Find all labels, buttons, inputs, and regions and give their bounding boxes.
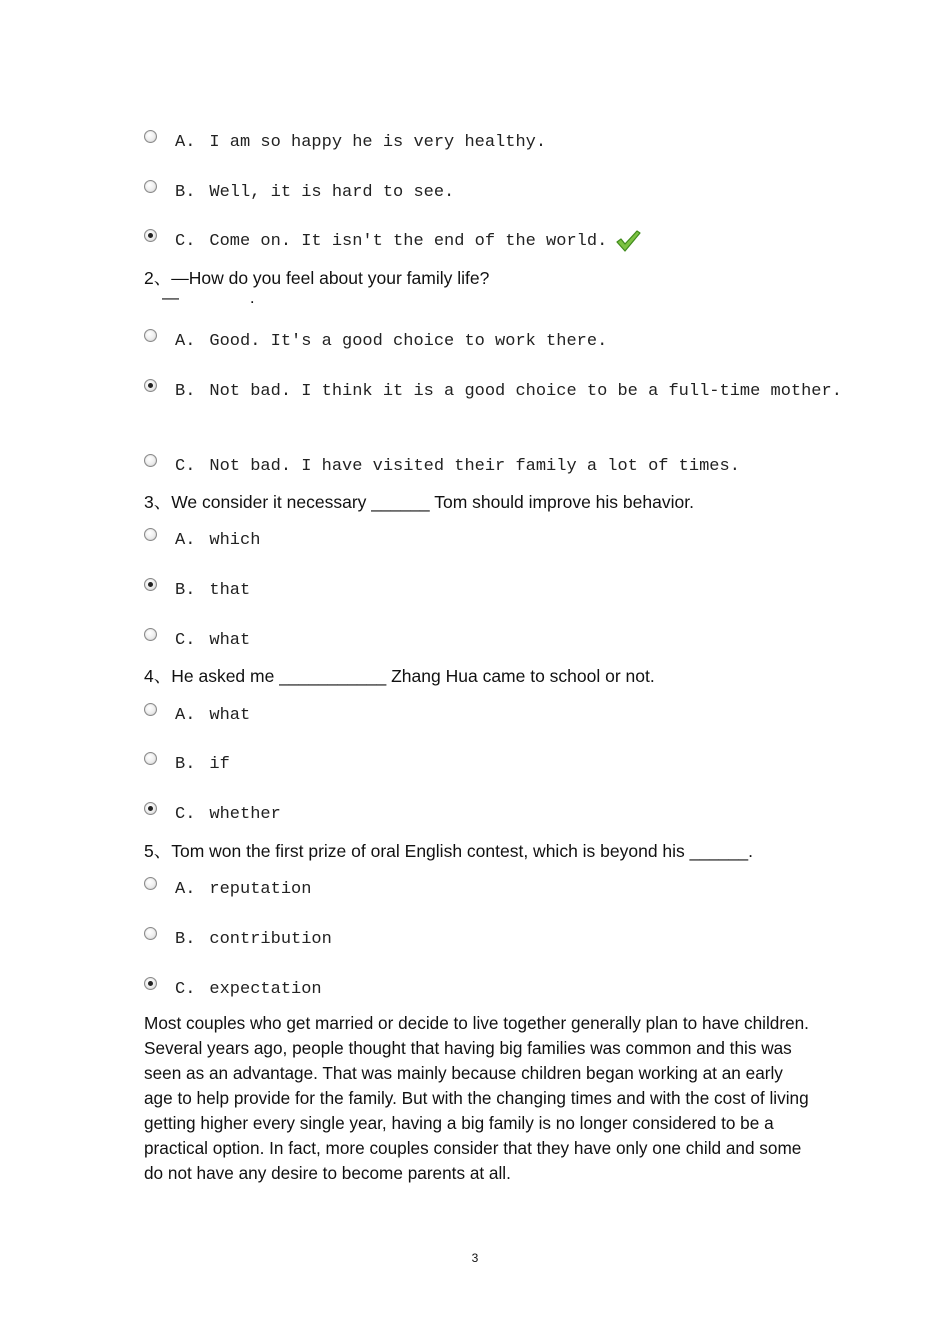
option-letter: B. <box>175 754 196 774</box>
radio-unchecked-icon[interactable] <box>144 130 157 143</box>
q5-option-c[interactable] <box>144 977 322 1001</box>
q2-option-b[interactable] <box>144 379 842 403</box>
option-text: that <box>209 580 251 600</box>
q5-option-a[interactable] <box>144 877 311 901</box>
option-text: Not bad. I have visited their family a lot of times. <box>209 456 740 476</box>
option-letter: A. <box>175 705 196 725</box>
q4-option-a[interactable] <box>144 703 250 727</box>
option-text: what <box>209 630 251 650</box>
radio-unchecked-icon[interactable] <box>144 877 157 890</box>
option-text: Good. It's a good choice to work there. <box>209 331 608 351</box>
radio-unchecked-icon[interactable] <box>144 752 157 765</box>
option-text: I am so happy he is very healthy. <box>209 132 547 152</box>
option-text: if <box>209 754 230 774</box>
question-2-prompt: 2、—How do you feel about your family life? <box>144 268 490 288</box>
option-letter: B. <box>175 381 196 401</box>
question-3-prompt: 3、We consider it necessary ______ Tom should improve his behavior. <box>144 492 694 512</box>
radio-checked-icon[interactable] <box>144 802 157 815</box>
option-letter: A. <box>175 132 196 152</box>
question-4-prompt: 4、He asked me ___________ Zhang Hua came to school or not. <box>144 666 655 686</box>
option-text: Well, it is hard to see. <box>209 182 455 202</box>
option-letter: B. <box>175 929 196 949</box>
q3-option-b[interactable] <box>144 578 250 602</box>
option-text: expectation <box>209 979 322 999</box>
q3-option-a[interactable] <box>144 528 260 552</box>
option-text: which <box>209 530 261 550</box>
q2-option-c[interactable] <box>144 454 740 478</box>
option-letter: A. <box>175 331 196 351</box>
option-text: contribution <box>209 929 332 949</box>
option-letter: C. <box>175 804 196 824</box>
option-letter: A. <box>175 879 196 899</box>
option-text: Not bad. I think it is a good choice to be a full-time mother. <box>209 381 842 401</box>
correct-checkmark-icon <box>615 229 641 253</box>
q1-option-a[interactable] <box>144 130 546 154</box>
q4-option-b[interactable] <box>144 752 230 776</box>
option-letter: B. <box>175 182 196 202</box>
option-text: reputation <box>209 879 312 899</box>
radio-unchecked-icon[interactable] <box>144 454 157 467</box>
question-5-prompt: 5、Tom won the first prize of oral English contest, which is beyond his ______. <box>144 841 753 861</box>
q1-option-b[interactable] <box>144 180 454 204</box>
radio-checked-icon[interactable] <box>144 379 157 392</box>
option-text: what <box>209 705 251 725</box>
question-2-answer-line: — . <box>162 288 255 307</box>
reading-passage: Most couples who get married or decide to live together generally plan to have children. Several years ago, people thought that having big families was common and this was seen as an advantage. That was mainly because children began working at an early age to help provide for the family. But with the changing times and with the cost of living getting higher every single year, having a big family is no longer considered to be a practical option. In fact, more couples consider that they have only one child and some do not have any desire to become parents at all. <box>144 1013 809 1183</box>
radio-unchecked-icon[interactable] <box>144 927 157 940</box>
radio-checked-icon[interactable] <box>144 578 157 591</box>
option-letter: C. <box>175 231 196 251</box>
radio-unchecked-icon[interactable] <box>144 628 157 641</box>
radio-unchecked-icon[interactable] <box>144 329 157 342</box>
option-letter: C. <box>175 630 196 650</box>
radio-unchecked-icon[interactable] <box>144 528 157 541</box>
radio-unchecked-icon[interactable] <box>144 703 157 716</box>
q5-option-b[interactable] <box>144 927 332 951</box>
q1-option-c[interactable] <box>144 229 641 253</box>
page-number: 3 <box>471 1251 479 1265</box>
radio-checked-icon[interactable] <box>144 229 157 242</box>
option-text: Come on. It isn't the end of the world. <box>209 231 608 251</box>
option-text: whether <box>209 804 281 824</box>
option-letter: A. <box>175 530 196 550</box>
option-letter: C. <box>175 979 196 999</box>
q2-option-a[interactable] <box>144 329 607 353</box>
option-letter: C. <box>175 456 196 476</box>
q3-option-c[interactable] <box>144 628 250 652</box>
radio-checked-icon[interactable] <box>144 977 157 990</box>
q4-option-c[interactable] <box>144 802 281 826</box>
option-letter: B. <box>175 580 196 600</box>
radio-unchecked-icon[interactable] <box>144 180 157 193</box>
